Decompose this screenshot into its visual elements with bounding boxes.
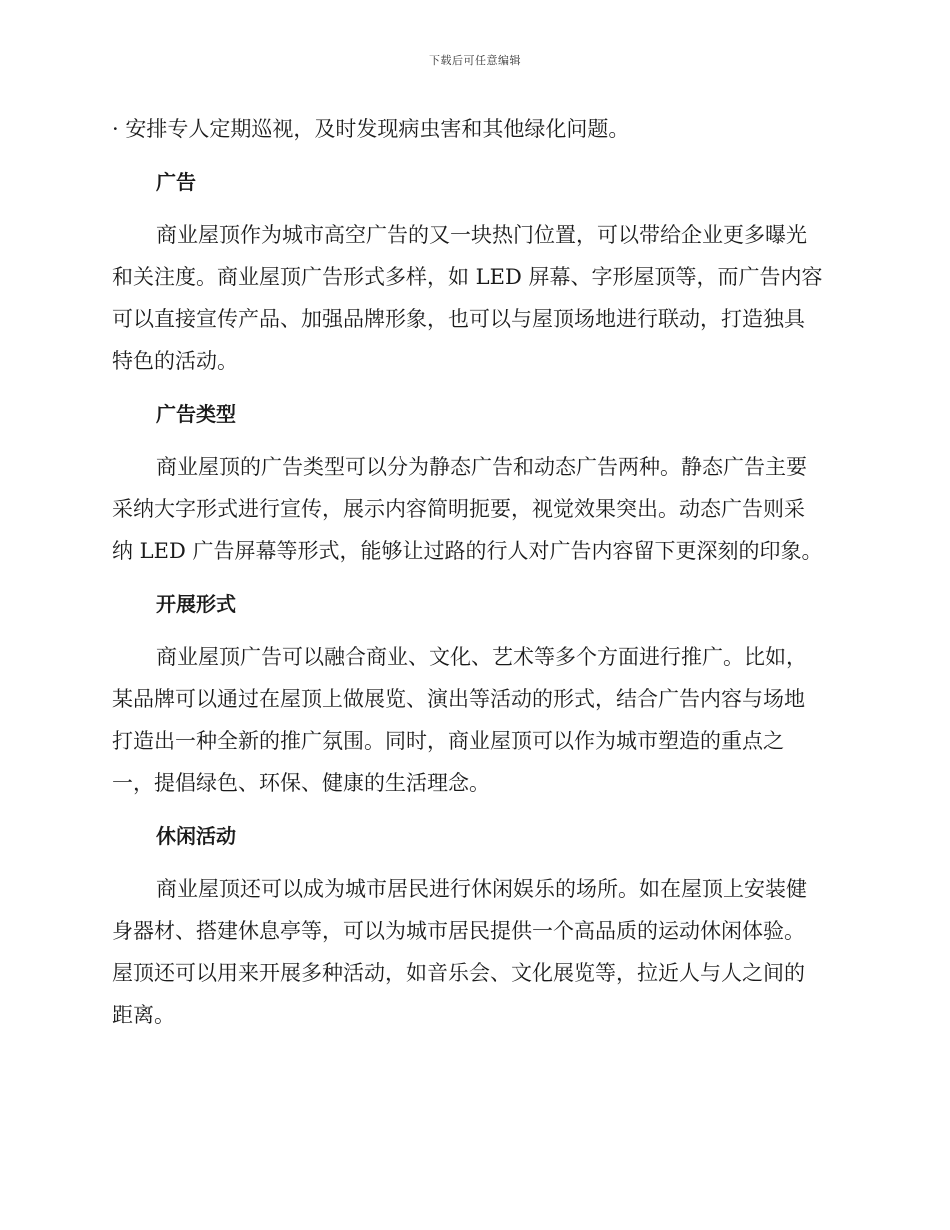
paragraph-line: 某品牌可以通过在屋顶上做展览、演出等活动的形式，结合广告内容与场地 [112,687,805,711]
section-paragraph-ad-types [112,446,840,572]
section-paragraph-formats [112,636,840,804]
paragraph-line: 采纳大字形式进行宣传，展示内容简明扼要，视觉效果突出。动态广告则采 [112,497,805,521]
section-heading-leisure: 休闲活动 [156,824,236,848]
section-paragraph-leisure [112,868,840,1036]
paragraph-line: 商业屋顶广告可以融合商业、文化、艺术等多个方面进行推广。比如， [156,645,807,669]
paragraph-line: 和关注度。商业屋顶广告形式多样，如 LED 屏幕、字形屋顶等，而广告内容 [112,265,823,289]
document-body [112,108,840,1047]
header-note: 下载后可任意编辑 [429,54,521,67]
paragraph-line: 打造出一种全新的推广氛围。同时，商业屋顶可以作为城市塑造的重点之 [112,729,784,753]
section-paragraph-advertising [112,214,840,382]
paragraph-line: 可以直接宣传产品、加强品牌形象，也可以与屋顶场地进行联动，打造独具 [112,307,805,331]
section-heading-formats: 开展形式 [156,592,236,616]
section-heading-ad-types: 广告类型 [156,402,236,426]
paragraph-line: 距离。 [112,1003,175,1027]
paragraph-line: 特色的活动。 [112,349,238,373]
bullet-item: · 安排专人定期巡视，及时发现病虫害和其他绿化问题。 [112,117,630,141]
section-heading-advertising: 广告 [156,170,196,194]
paragraph-line: 商业屋顶的广告类型可以分为静态广告和动态广告两种。静态广告主要 [156,455,807,479]
paragraph-line: 一，提倡绿色、环保、健康的生活理念。 [112,771,490,795]
paragraph-line: 商业屋顶作为城市高空广告的又一块热门位置，可以带给企业更多曝光 [156,223,807,247]
paragraph-line: 屋顶还可以用来开展多种活动，如音乐会、文化展览等，拉近人与人之间的 [112,961,805,985]
paragraph-line: 身器材、搭建休息亭等，可以为城市居民提供一个高品质的运动休闲体验。 [112,919,805,943]
paragraph-line: 商业屋顶还可以成为城市居民进行休闲娱乐的场所。如在屋顶上安装健 [156,877,807,901]
paragraph-line: 纳 LED 广告屏幕等形式，能够让过路的行人对广告内容留下更深刻的印象。 [112,539,823,563]
